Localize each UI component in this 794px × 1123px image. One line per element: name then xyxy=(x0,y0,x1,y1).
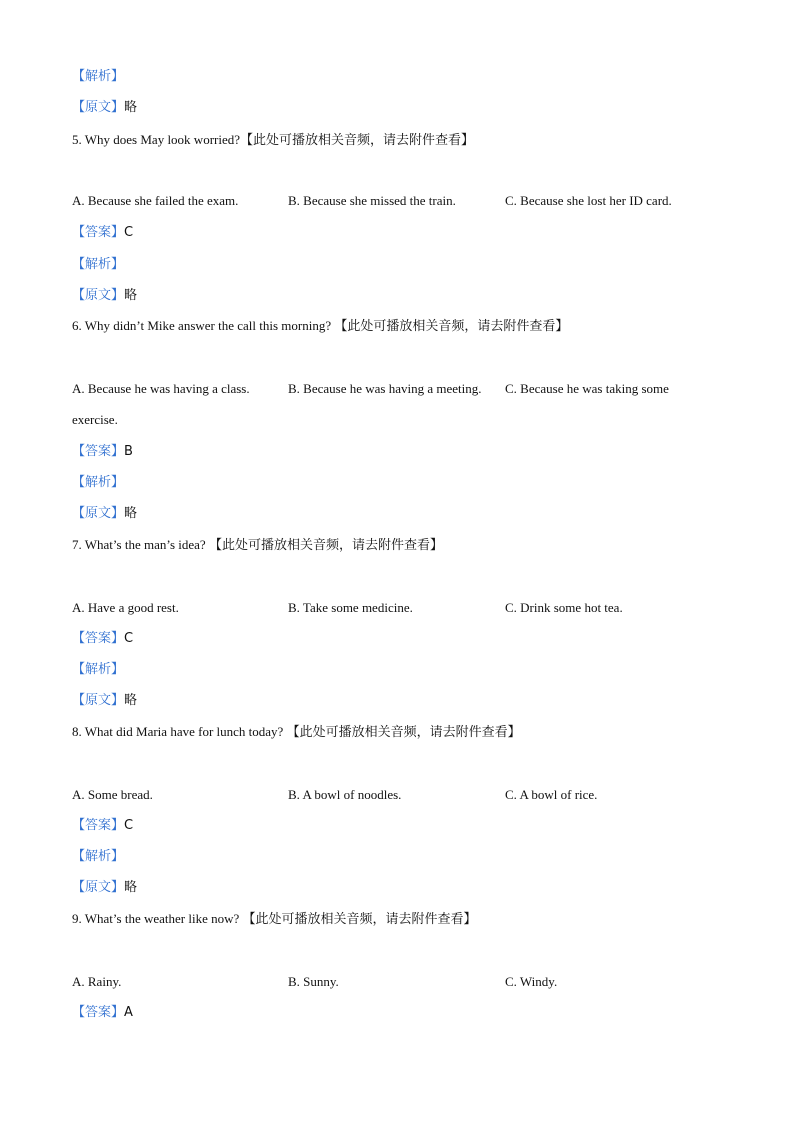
q7-option-b: B. Take some medicine. xyxy=(288,600,413,615)
q6-option-a: A. Because he was having a class. xyxy=(72,381,250,396)
question-8-stem: 8. What did Maria have for lunch today? 【此处可播放相关音频，请去附件查看】 xyxy=(72,724,521,740)
q8-option-c: C. A bowl of rice. xyxy=(505,787,598,802)
q9-option-c: C. Windy. xyxy=(505,974,558,989)
analysis-q8: 【解析】 xyxy=(72,849,125,864)
question-6-stem: 6. Why didn’t Mike answer the call this morning? 【此处可播放相关音频，请去附件查看】 xyxy=(72,318,569,334)
q7-option-c: C. Drink some hot tea. xyxy=(505,600,623,615)
analysis-q6: 【解析】 xyxy=(72,475,125,490)
original-text-q4: 【原文】略 xyxy=(72,100,138,115)
q5-option-b: B. Because she missed the train. xyxy=(288,193,456,208)
q5-option-c: C. Because she lost her ID card. xyxy=(505,193,672,208)
original-text-q8: 【原文】略 xyxy=(72,880,138,895)
q7-option-a: A. Have a good rest. xyxy=(72,600,179,615)
q8-option-a: A. Some bread. xyxy=(72,787,153,802)
q6-option-c-continued: exercise. xyxy=(72,412,118,427)
question-5-stem: 5. Why does May look worried?【此处可播放相关音频，请去附件查看】 xyxy=(72,132,475,148)
question-7-stem: 7. What’s the man’s idea? 【此处可播放相关音频，请去附件查看】 xyxy=(72,537,443,553)
q5-option-a: A. Because she failed the exam. xyxy=(72,193,239,208)
original-text-q5: 【原文】略 xyxy=(72,288,138,303)
q6-option-b: B. Because he was having a meeting. xyxy=(288,381,482,396)
answer-q7: 【答案】C xyxy=(72,631,134,646)
original-text-q7: 【原文】略 xyxy=(72,693,138,708)
q8-option-b: B. A bowl of noodles. xyxy=(288,787,402,802)
q9-option-b: B. Sunny. xyxy=(288,974,339,989)
original-text-q6: 【原文】略 xyxy=(72,506,138,521)
analysis-q7: 【解析】 xyxy=(72,662,125,677)
answer-q9: 【答案】A xyxy=(72,1005,133,1020)
q9-option-a: A. Rainy. xyxy=(72,974,122,989)
answer-q8: 【答案】C xyxy=(72,818,134,833)
analysis-label-q4: 【解析】 xyxy=(72,69,125,84)
q6-option-c: C. Because he was taking some xyxy=(505,381,669,396)
answer-q6: 【答案】B xyxy=(72,444,133,459)
analysis-q5: 【解析】 xyxy=(72,257,125,272)
answer-q5: 【答案】C xyxy=(72,225,134,240)
question-9-stem: 9. What’s the weather like now? 【此处可播放相关音频，请去附件查看】 xyxy=(72,911,477,927)
